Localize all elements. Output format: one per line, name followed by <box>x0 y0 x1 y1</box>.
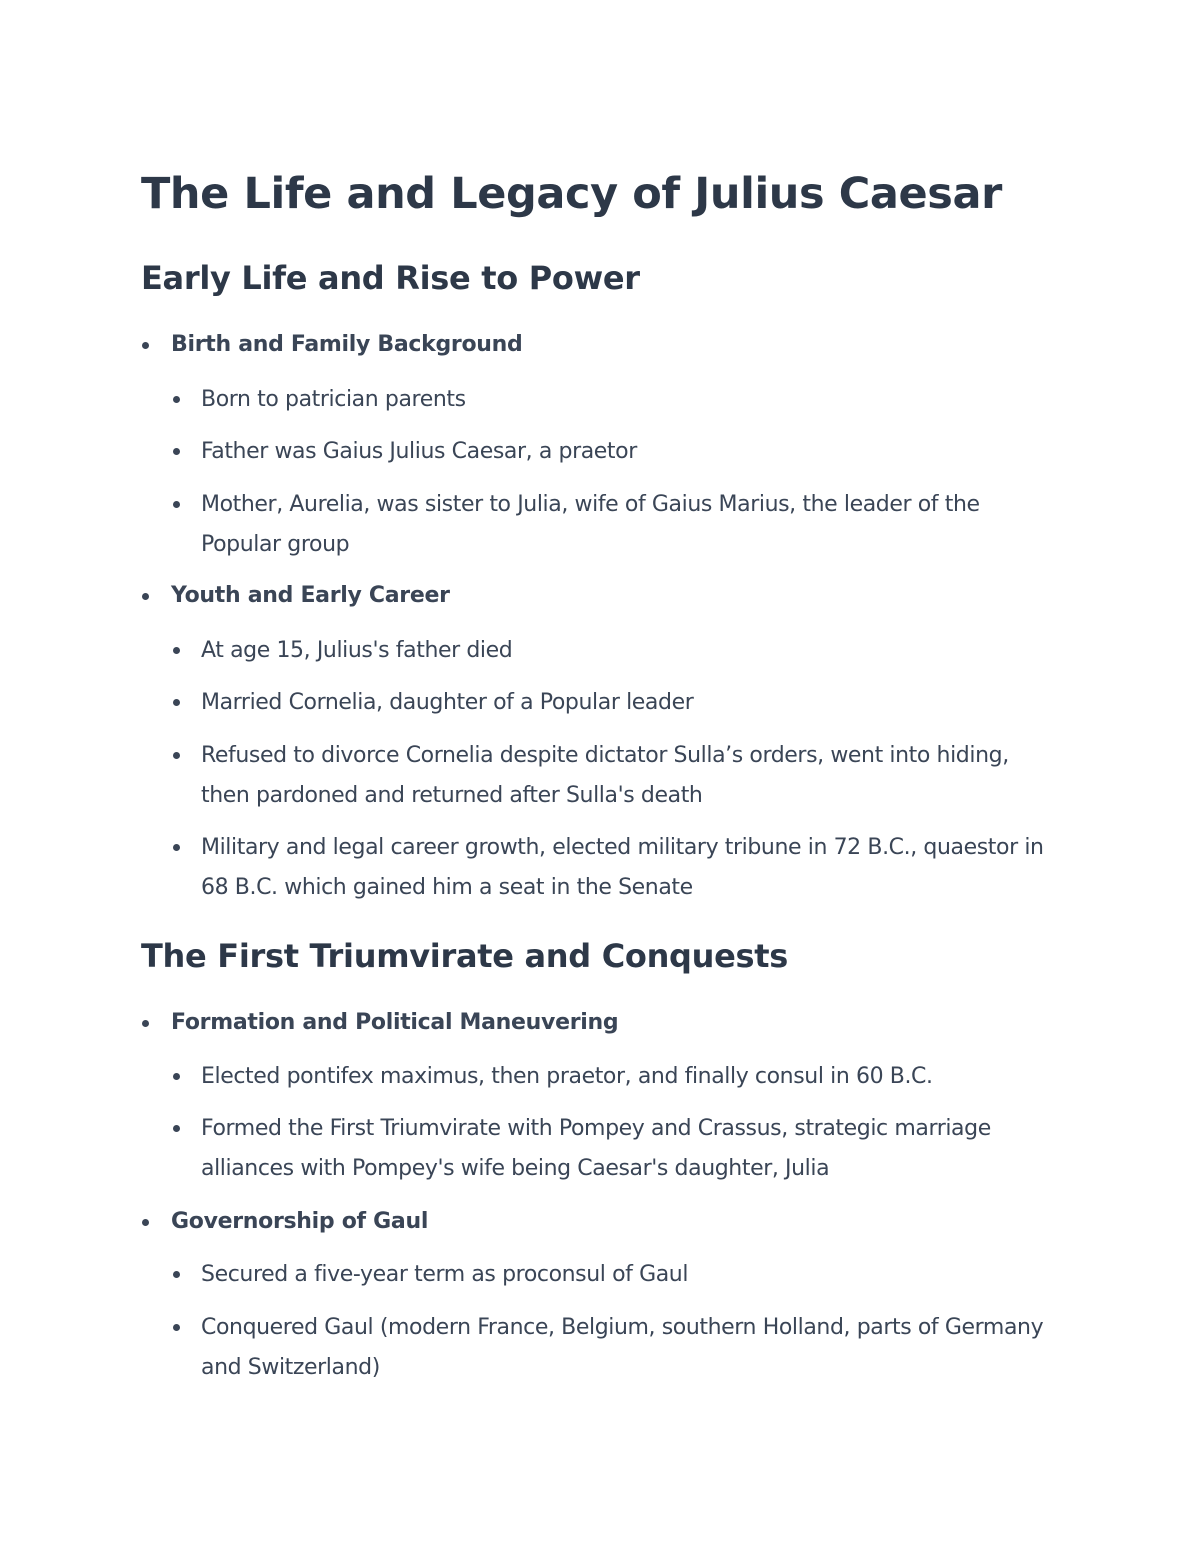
list-item <box>170 631 1060 671</box>
list-item-text: Mother, Aurelia, was sister to Julia, wife of Gaius Marius, the leader of the Popular group <box>201 492 980 557</box>
bullet-icon <box>173 1324 180 1331</box>
bullet-icon <box>173 448 180 455</box>
bullet-icon <box>142 1219 149 1226</box>
bullet-icon <box>173 647 180 654</box>
list-item <box>170 380 1060 420</box>
group-label: Birth and Family Background <box>171 332 523 357</box>
list-item-text: Father was Gaius Julius Caesar, a praetor <box>201 439 637 464</box>
bullet-icon <box>173 699 180 706</box>
list-item <box>170 1057 1060 1097</box>
list-item <box>170 828 1060 908</box>
section-heading: Early Life and Rise to Power <box>141 259 640 297</box>
bullet-icon <box>142 342 149 349</box>
group-label: Youth and Early Career <box>171 583 450 608</box>
bullet-icon <box>173 501 180 508</box>
list-item <box>170 485 1060 565</box>
list-item-text: Married Cornelia, daughter of a Popular leader <box>201 690 694 715</box>
bullet-icon <box>173 752 180 759</box>
bullet-icon <box>142 593 149 600</box>
group-label: Governorship of Gaul <box>171 1209 429 1234</box>
document-title: The Life and Legacy of Julius Caesar <box>141 169 1002 219</box>
list-item <box>170 1308 1060 1388</box>
list-item-text: Formed the First Triumvirate with Pompey and Crassus, strategic marriage alliances with Pompey's wife being Caesar's daughter, Julia <box>201 1116 991 1181</box>
bullet-icon <box>173 1125 180 1132</box>
list-item-text: Refused to divorce Cornelia despite dictator Sulla’s orders, went into hiding, then pardoned and returned after Sulla's death <box>201 743 1009 808</box>
bullet-icon <box>142 1020 149 1027</box>
list-item <box>170 432 1060 472</box>
list-item-text: Elected pontifex maximus, then praetor, and finally consul in 60 B.C. <box>201 1064 933 1089</box>
list-item-text: At age 15, Julius's father died <box>201 638 513 663</box>
bullet-icon <box>173 1271 180 1278</box>
bullet-icon <box>173 844 180 851</box>
section-heading: The First Triumvirate and Conquests <box>141 937 789 975</box>
list-item <box>170 1109 1060 1189</box>
list-item-text: Military and legal career growth, elected military tribune in 72 B.C., quaestor in 68 B.C. which gained him a seat in the Senate <box>201 835 1044 900</box>
bullet-icon <box>173 1073 180 1080</box>
list-item-text: Born to patrician parents <box>201 387 466 412</box>
list-item-text: Secured a five-year term as proconsul of Gaul <box>201 1262 689 1287</box>
list-item <box>170 1255 1060 1295</box>
list-item <box>170 736 1060 816</box>
list-item <box>170 683 1060 723</box>
list-item-text: Conquered Gaul (modern France, Belgium, southern Holland, parts of Germany and Switzerland) <box>201 1315 1044 1380</box>
group-label: Formation and Political Maneuvering <box>171 1010 619 1035</box>
bullet-icon <box>173 396 180 403</box>
